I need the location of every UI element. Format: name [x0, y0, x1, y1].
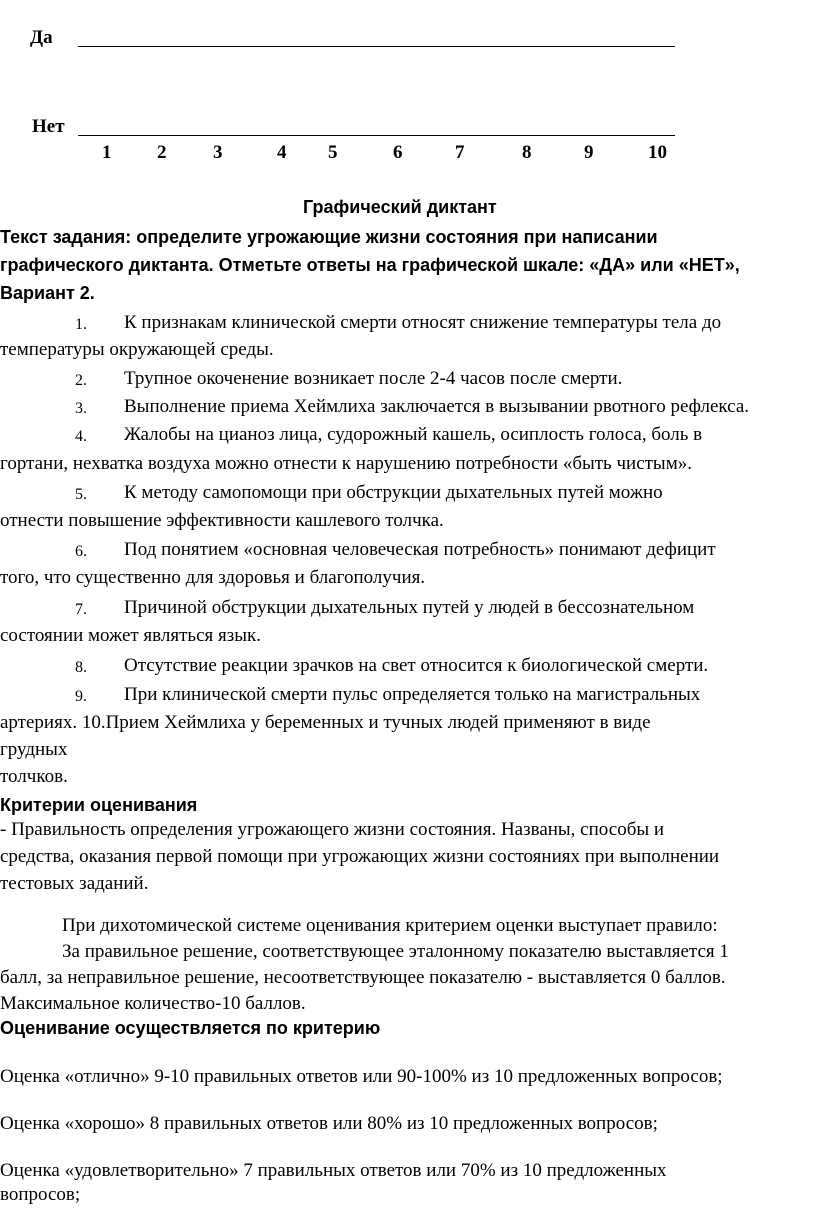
criteria-text: тестовых заданий. — [0, 873, 149, 894]
scale-number: 10 — [648, 142, 667, 163]
grade-satisfactory: Оценка «удовлетворительно» 7 правильных ответов или 70% из 10 предложенных — [0, 1160, 667, 1181]
criteria-text: - Правильность определения угрожающего жизни состояния. Названы, способы и — [0, 819, 665, 840]
scale-number: 1 — [102, 142, 112, 163]
rules-text: При дихотомической системе оценивания критерием оценки выступает правило: — [62, 915, 718, 936]
grading-heading: Оценивание осуществляется по критерию — [0, 1018, 381, 1038]
question-number: 1. — [75, 316, 87, 333]
scale-number: 6 — [393, 142, 403, 163]
criteria-heading: Критерии оценивания — [0, 795, 198, 815]
question-text: Под понятием «основная человеческая потребность» понимают дефицит — [124, 539, 716, 560]
question-text: К методу самопомощи при обструкции дыхательных путей можно — [124, 482, 663, 503]
question-text: отнести повышение эффективности кашлевого толчка. — [0, 510, 444, 531]
scale-number: 8 — [522, 142, 532, 163]
question-number: 3. — [75, 400, 87, 417]
question-text: артериях. 10.Прием Хеймлиха у беременных и тучных людей применяют в виде — [0, 712, 651, 733]
question-text: Отсутствие реакции зрачков на свет относится к биологической смерти. — [124, 655, 709, 676]
question-text: Жалобы на цианоз лица, судорожный кашель, осиплость голоса, боль в — [124, 424, 703, 445]
question-text: гортани, нехватка воздуха можно отнести к нарушению потребности «быть чистым». — [0, 453, 692, 474]
no-label: Нет — [32, 116, 65, 137]
scale-number: 3 — [213, 142, 223, 163]
question-number: 6. — [75, 543, 87, 560]
question-number: 4. — [75, 428, 87, 445]
question-text: состоянии может являться язык. — [0, 625, 261, 646]
question-text: толчков. — [0, 766, 68, 787]
question-number: 8. — [75, 659, 87, 676]
grade-good: Оценка «хорошо» 8 правильных ответов или 80% из 10 предложенных вопросов; — [0, 1113, 658, 1134]
criteria-text: средства, оказания первой помощи при угрожающих жизни состояниях при выполнении — [0, 846, 720, 867]
question-text: К признакам клинической смерти относят снижение температуры тела до — [124, 312, 722, 333]
question-text: температуры окружающей среды. — [0, 339, 274, 360]
question-number: 2. — [75, 372, 87, 389]
page-title: Графический диктант — [303, 197, 497, 217]
question-number: 5. — [75, 486, 87, 503]
task-text-line: графического диктанта. Отметьте ответы на графической шкале: «ДА» или «НЕТ», — [0, 255, 740, 275]
question-text: При клинической смерти пульс определяется только на магистральных — [124, 684, 701, 705]
yes-answer-line[interactable] — [78, 46, 675, 47]
yes-label: Да — [30, 27, 53, 48]
grade-excellent: Оценка «отлично» 9-10 правильных ответов или 90-100% из 10 предложенных вопросов; — [0, 1066, 723, 1087]
rules-text: Максимальное количество-10 баллов. — [0, 993, 306, 1014]
scale-number: 7 — [455, 142, 465, 163]
rules-text: За правильное решение, соответствующее эталонному показателю выставляется 1 — [62, 941, 729, 962]
question-text: Выполнение приема Хеймлиха заключается в вызывании рвотного рефлекса. — [124, 396, 750, 417]
scale-number: 5 — [328, 142, 338, 163]
scale-number: 4 — [277, 142, 287, 163]
no-answer-line[interactable] — [78, 135, 675, 136]
variant-label: Вариант 2. — [0, 283, 95, 303]
question-number: 7. — [75, 601, 87, 618]
rules-text: балл, за неправильное решение, несоответствующее показателю - выставляется 0 баллов. — [0, 967, 726, 988]
question-text: Причиной обструкции дыхательных путей у людей в бессознательном — [124, 597, 695, 618]
question-number: 9. — [75, 688, 87, 705]
task-text-line: Текст задания: определите угрожающие жизни состояния при написании — [0, 227, 658, 247]
scale-number: 2 — [157, 142, 167, 163]
question-text: того, что существенно для здоровья и благополучия. — [0, 567, 426, 588]
question-text: Трупное окоченение возникает после 2-4 часов после смерти. — [124, 368, 623, 389]
question-text: грудных — [0, 739, 68, 760]
scale-number: 9 — [584, 142, 594, 163]
grade-satisfactory: вопросов; — [0, 1184, 81, 1205]
